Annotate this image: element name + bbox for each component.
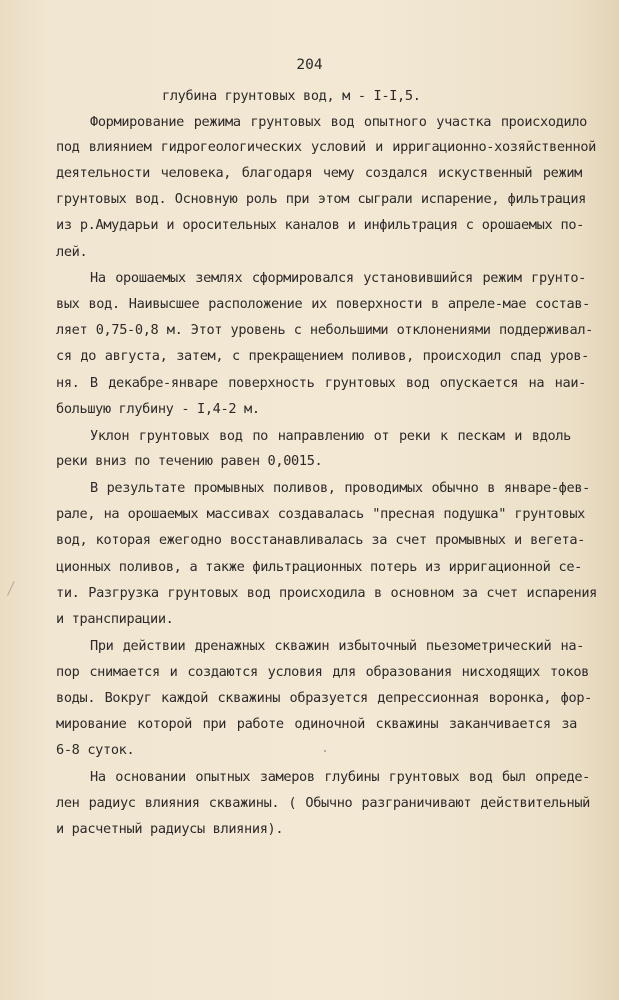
text-line: большую глубину - I,4-2 м.: [56, 401, 260, 417]
text-line: и расчетный радиусы влияния).: [56, 821, 284, 837]
text-line: лей.: [56, 244, 88, 260]
text-line: мирование которой при работе одиночной скважины заканчивается за: [56, 716, 577, 732]
text-line: ти. Разгрузка грунтовых вод происходила в основном за счет испарения: [56, 585, 597, 601]
text-line: На основании опытных замеров глубины грунтовых вод был опреде-: [90, 769, 590, 785]
text-line: При действии дренажных скважин избыточный пьезометрический на-: [90, 638, 584, 654]
text-line: Уклон грунтовых вод по направлению от реки к пескам и вдоль: [90, 428, 571, 444]
text-line: из р.Амударьи и оросительных каналов и инфильтрация с орошаемых по-: [56, 217, 584, 233]
text-line: реки вниз по течению равен 0,0015.: [56, 453, 323, 469]
text-line: под влиянием гидрогеологических условий и ирригационно-хозяйственной: [56, 139, 596, 155]
text-line: ня. В декабре-январе поверхность грунтовых вод опускается на наи-: [56, 375, 586, 391]
text-line: и транспирации.: [56, 611, 174, 627]
text-line: ся до августа, затем, с прекращением поливов, происходил спад уров-: [56, 348, 589, 364]
page-number: 204: [296, 57, 323, 73]
text-line: лен радиус влияния скважины. ( Обычно разграничивают действительный: [56, 795, 590, 811]
text-line: В результате промывных поливов, проводимых обычно в январе-фев-: [90, 480, 590, 496]
text-line: Формирование режима грунтовых вод опытного участка происходило: [90, 114, 587, 130]
text-line: деятельности человека, благодаря чему создался искуственный режим: [56, 165, 582, 181]
text-line: вых вод. Наивысшее расположение их поверхности в апреле-мае состав-: [56, 296, 590, 312]
speck: [324, 750, 326, 752]
text-line: глубина грунтовых вод, м - I-I,5.: [162, 88, 421, 104]
text-line: воды. Вокруг каждой скважины образуется депрессионная воронка, фор-: [56, 690, 592, 706]
text-line: рале, на орошаемых массивах создавалась "пресная подушка" грунтовых: [56, 506, 585, 522]
text-line: вод, которая ежегодно восстанавливалась за счет промывных и вегета-: [56, 532, 585, 548]
text-line: 6-8 суток.: [56, 742, 135, 758]
margin-mark: [7, 581, 21, 599]
text-line: На орошаемых землях сформировался установившийся режим грунто-: [90, 270, 586, 286]
text-line: пор снимается и создаются условия для образования нисходящих токов: [56, 664, 589, 680]
text-line: ляет 0,75-0,8 м. Этот уровень с небольшими отклонениями поддерживал-: [56, 322, 593, 338]
text-line: грунтовых вод. Основную роль при этом сыграли испарение, фильтрация: [56, 191, 586, 207]
text-line: ционных поливов, а также фильтрационных потерь из ирригационной се-: [56, 559, 582, 575]
